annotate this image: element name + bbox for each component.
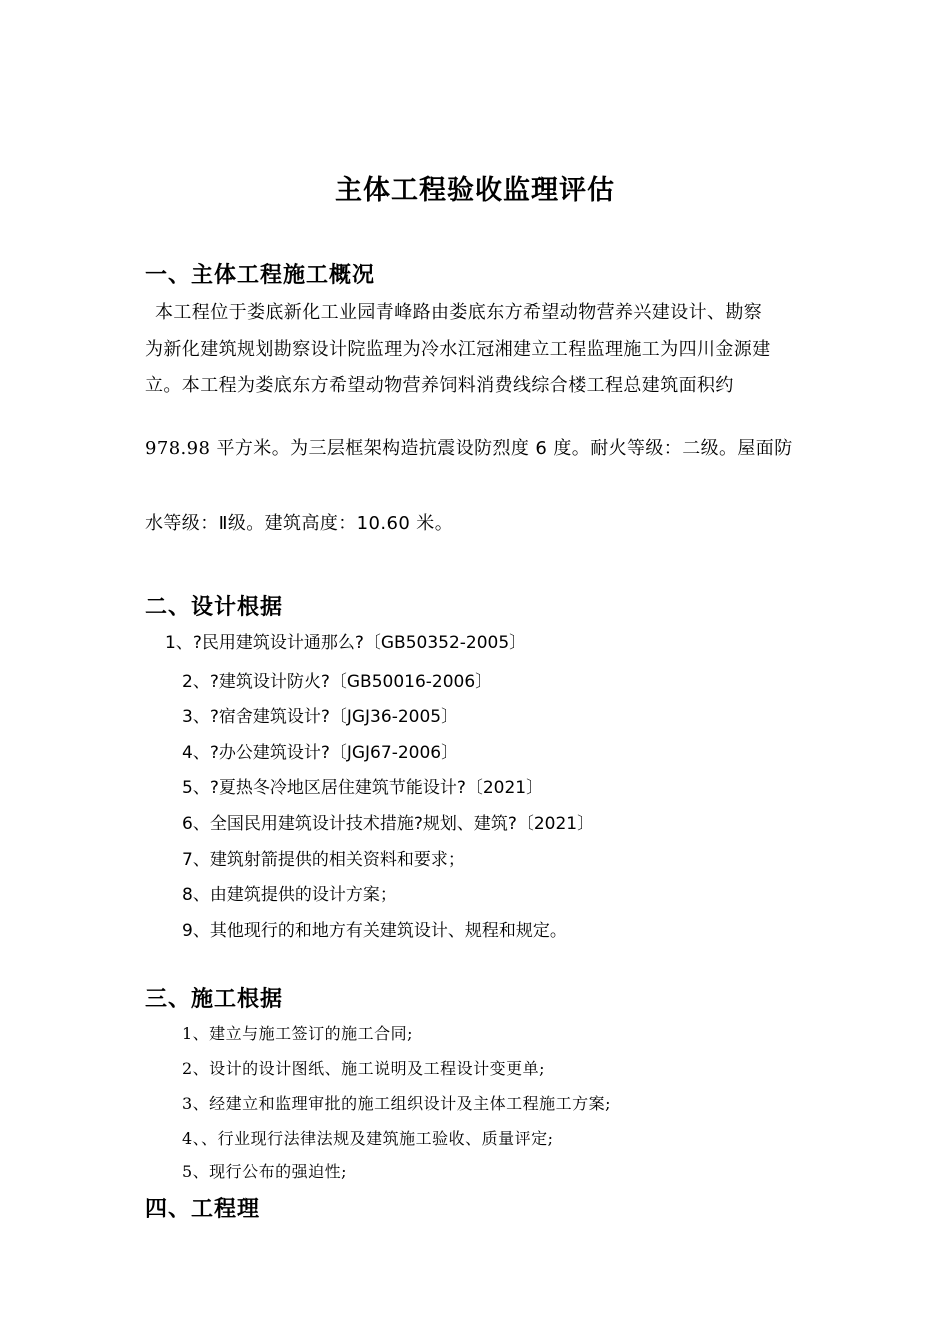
construction-basis-item-3: 3、经建立和监理审批的施工组织设计及主体工程施工方案; [182,1094,612,1113]
section-heading-project: 四、工程理 [145,1197,261,1222]
overview-line-1: 本工程位于娄底新化工业园青峰路由娄底东方希望动物营养兴建设计、勘察 [155,302,763,323]
overview-line-2: 为新化建筑规划勘察设计院监理为冷水江冠湘建立工程监理施工为四川金源建 [145,339,771,360]
construction-basis-item-4: 4、、行业现行法律法规及建筑施工验收、质量评定; [182,1129,554,1148]
overview-line-5: 水等级：Ⅱ级。建筑高度：10.60 米。 [145,513,454,534]
design-basis-item-7: 7、建筑射箭提供的相关资料和要求； [182,850,465,870]
design-basis-item-5: 5、?夏热冬冷地区居住建筑节能设计?〔2021〕 [182,778,544,798]
construction-basis-item-5: 5、现行公布的强迫性; [182,1162,348,1181]
section-heading-overview: 一、主体工程施工概况 [145,263,376,288]
section-heading-construction-basis: 三、施工根据 [145,987,284,1012]
section-heading-design-basis: 二、设计根据 [145,595,284,620]
design-basis-item-1: 1、?民用建筑设计通那么?〔GB50352-2005〕 [165,633,527,653]
design-basis-item-8: 8、由建筑提供的设计方案； [182,885,397,905]
design-basis-item-9: 9、其他现行的和地方有关建筑设计、规程和规定。 [182,921,567,941]
design-basis-item-6: 6、全国民用建筑设计技术措施?规划、建筑?〔2021〕 [182,814,595,834]
design-basis-item-3: 3、?宿舍建筑设计?〔JGJ36-2005〕 [182,707,459,727]
overview-line-3: 立。本工程为娄底东方希望动物营养饲料消费线综合楼工程总建筑面积约 [145,375,734,396]
overview-line-4-part-a: 978.98 平方米。为三层框架构造 [145,438,419,459]
overview-line-4-part-b: 抗震设防烈度 6 度。耐火等级：二级。屋面防 [418,438,793,459]
construction-basis-item-1: 1、建立与施工签订的施工合同; [182,1024,414,1043]
document-title: 主体工程验收监理评估 [335,175,615,206]
construction-basis-item-2: 2、设计的设计图纸、施工说明及工程设计变更单; [182,1059,546,1078]
overview-line-4 [145,434,793,460]
design-basis-item-2: 2、?建筑设计防火?〔GB50016-2006〕 [182,672,493,692]
design-basis-item-4: 4、?办公建筑设计?〔JGJ67-2006〕 [182,743,459,763]
